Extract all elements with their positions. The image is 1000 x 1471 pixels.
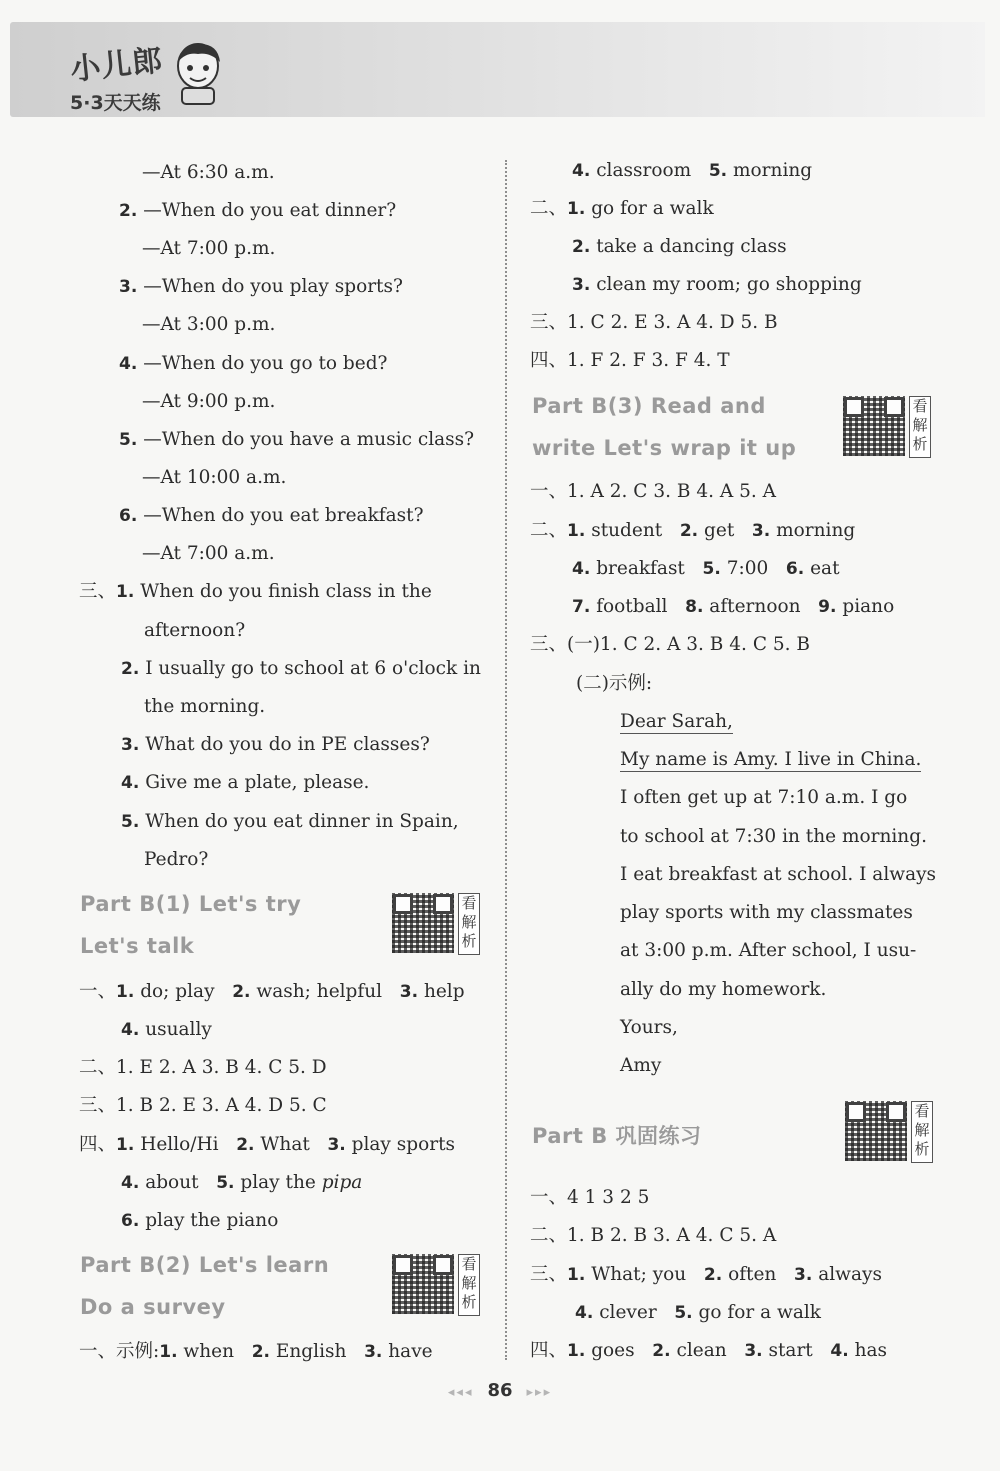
answer-line: —At 7:00 a.m. (142, 543, 275, 564)
brand-subtitle: 5·3天天练 (70, 92, 161, 114)
qr-code-icon (392, 1254, 454, 1314)
answer-line: 二、1. B 2. B 3. A 4. C 5. A (530, 1225, 777, 1246)
qr-code[interactable] (845, 1101, 933, 1161)
qr-code[interactable] (392, 893, 480, 953)
answer-line: 4. about 5. play the pipa (121, 1172, 363, 1193)
answer-line: 一、示例:1. when 2. English 3. have (79, 1341, 433, 1362)
answer-line: 二、1. go for a walk (530, 198, 714, 219)
answer-line: —At 6:30 a.m. (142, 162, 275, 183)
answer-line: 四、1. goes 2. clean 3. start 4. has (530, 1340, 888, 1361)
section-heading: Part B(2) Let's learn (80, 1253, 330, 1277)
qr-label: 看 解 析 (458, 1254, 480, 1316)
qr-code[interactable] (392, 1254, 480, 1314)
arrow-left-icon: ◂◂◂ (447, 1385, 474, 1400)
answer-line: (二)示例: (576, 673, 653, 694)
answer-line: 四、1. F 2. F 3. F 4. T (530, 350, 730, 371)
letter-line: Yours, (620, 1017, 678, 1038)
page-number (0, 1380, 1000, 1401)
answer-line: 5. When do you eat dinner in Spain, (121, 811, 459, 832)
answer-line: —At 9:00 p.m. (142, 391, 276, 412)
answer-line: afternoon? (144, 620, 246, 641)
answer-line: 三、1. What; you 2. often 3. always (530, 1264, 882, 1285)
section-heading: Part B(1) Let's try (80, 892, 302, 916)
answer-line: 一、4 1 3 2 5 (530, 1187, 650, 1208)
section-heading: Part B(3) Read and (532, 394, 766, 418)
qr-label: 看 解 析 (909, 396, 931, 458)
qr-label: 看 解 析 (458, 893, 480, 955)
answer-line: 三、1. C 2. E 3. A 4. D 5. B (530, 312, 778, 333)
answer-line: 4. classroom 5. morning (572, 160, 813, 181)
letter-line: at 3:00 p.m. After school, I usu- (620, 940, 917, 961)
answer-line: 4. usually (121, 1019, 212, 1040)
answer-line: 四、1. Hello/Hi 2. What 3. play sports (79, 1134, 456, 1155)
qr-code-icon (845, 1101, 907, 1161)
answer-line: 5. —When do you have a music class? (119, 429, 475, 450)
answer-line: 7. football 8. afternoon 9. piano (572, 596, 895, 617)
answer-line: 3. What do you do in PE classes? (121, 734, 430, 755)
letter-line: to school at 7:30 in the morning. (620, 826, 927, 847)
answer-line: 一、1. do; play 2. wash; helpful 3. help (79, 981, 465, 1002)
qr-label: 看 解 析 (911, 1101, 933, 1163)
answer-line: —At 7:00 p.m. (142, 238, 276, 259)
answer-line: the morning. (144, 696, 266, 717)
letter-line: ally do my homework. (620, 979, 827, 1000)
answer-line: —At 10:00 a.m. (142, 467, 287, 488)
answer-line: 2. —When do you eat dinner? (119, 200, 397, 221)
answer-line: 2. take a dancing class (572, 236, 787, 257)
answer-line: 3. —When do you play sports? (119, 276, 403, 297)
answer-line: 二、1. student 2. get 3. morning (530, 520, 856, 541)
section-heading: Let's talk (80, 934, 195, 958)
answer-line: 三、1. When do you finish class in the (79, 581, 432, 602)
answer-line: 4. —When do you go to bed? (119, 353, 388, 374)
qr-code-icon (392, 893, 454, 953)
letter-line: I often get up at 7:10 a.m. I go (620, 787, 908, 808)
answer-line: 二、1. E 2. A 3. B 4. C 5. D (79, 1057, 327, 1078)
answer-line: 4. Give me a plate, please. (121, 772, 370, 793)
section-heading: Do a survey (80, 1295, 226, 1319)
brand-title: 小儿郎 (68, 43, 165, 88)
arrow-right-icon: ▸▸▸ (526, 1385, 553, 1400)
answer-line: 三、(一)1. C 2. A 3. B 4. C 5. B (530, 634, 810, 655)
answer-line: Pedro? (144, 849, 209, 870)
mascot-icon (170, 40, 226, 106)
answer-line: —At 3:00 p.m. (142, 314, 276, 335)
letter-line: My name is Amy. I live in China. (620, 749, 922, 770)
answer-line: 2. I usually go to school at 6 o'clock in (121, 658, 481, 679)
letter-line: Amy (620, 1055, 662, 1076)
answer-line: 4. breakfast 5. 7:00 6. eat (572, 558, 840, 579)
letter-line: I eat breakfast at school. I always (620, 864, 937, 885)
section-heading: Part B 巩固练习 (532, 1124, 702, 1148)
letter-line: play sports with my classmates (620, 902, 913, 923)
qr-code-icon (843, 396, 905, 456)
qr-code[interactable] (843, 396, 931, 456)
answer-line: 三、1. B 2. E 3. A 4. D 5. C (79, 1095, 327, 1116)
answer-line: 6. —When do you eat breakfast? (119, 505, 424, 526)
letter-line: Dear Sarah, (620, 711, 733, 732)
answer-line: 4. clever 5. go for a walk (575, 1302, 821, 1323)
column-divider (505, 160, 507, 1360)
answer-line: 一、1. A 2. C 3. B 4. A 5. A (530, 481, 777, 502)
brand-logo (70, 40, 163, 115)
section-heading: write Let's wrap it up (532, 436, 797, 460)
page-number-value: 86 (487, 1380, 513, 1401)
answer-line: 3. clean my room; go shopping (572, 274, 862, 295)
answer-line: 6. play the piano (121, 1210, 279, 1231)
